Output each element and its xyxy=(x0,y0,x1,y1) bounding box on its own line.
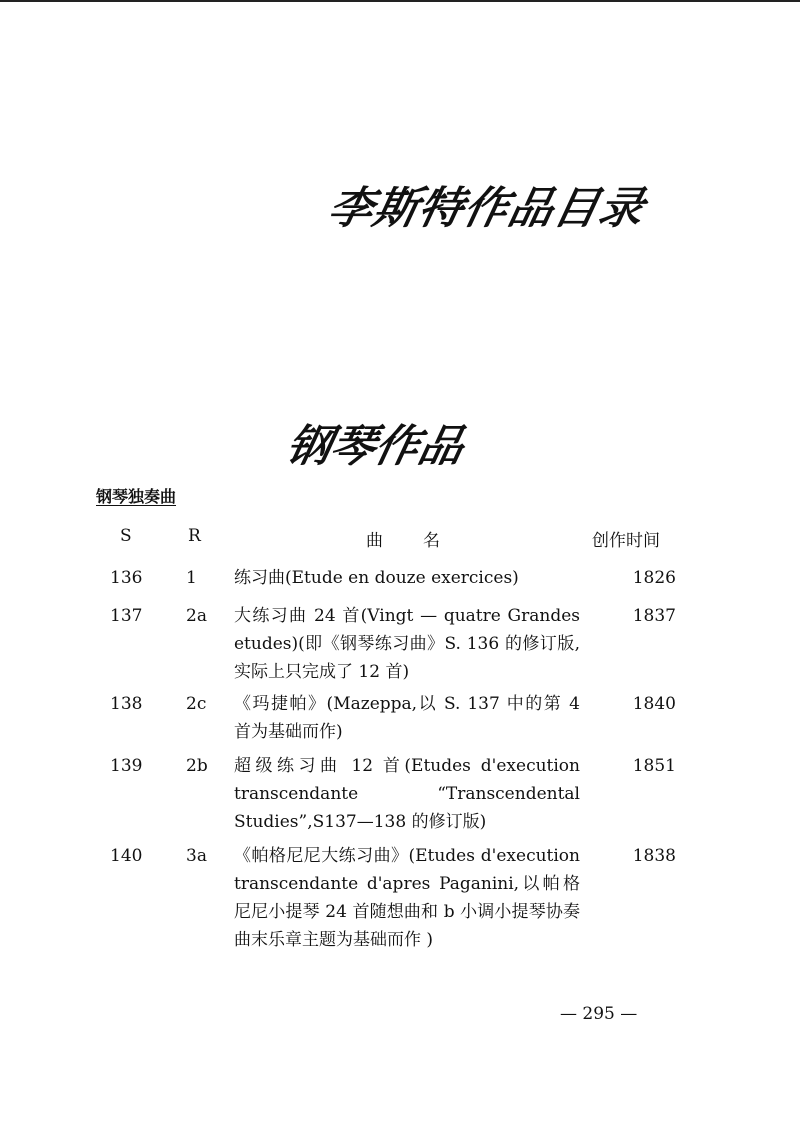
composition-year: 1838 xyxy=(632,846,676,866)
catalog-number-r: 2b xyxy=(186,756,208,776)
catalog-number-s: 137 xyxy=(110,606,143,626)
section-title: 钢琴作品 xyxy=(281,421,469,472)
column-header-s: S xyxy=(120,526,132,546)
composition-year: 1826 xyxy=(632,568,676,588)
catalog-number-r: 1 xyxy=(186,568,197,588)
sub-heading: 钢琴独奏曲 xyxy=(96,487,177,506)
catalog-number-s: 138 xyxy=(110,694,143,714)
top-border-line xyxy=(0,0,800,2)
catalog-number-s: 139 xyxy=(110,756,143,776)
page-number: — 295 — xyxy=(560,1004,638,1024)
work-title: 超级练习曲 12 首(Etudes d'execution transcendante “Transcendental Studies”,S137—138 的修订版) xyxy=(234,756,580,832)
catalog-number-r: 2c xyxy=(186,694,207,714)
work-title: 练习曲(Etude en douze exercices) xyxy=(234,568,519,588)
composition-year: 1837 xyxy=(632,606,676,626)
column-header-name: 曲名 xyxy=(366,531,480,551)
composition-year: 1851 xyxy=(632,756,676,776)
page-title: 李斯特作品目录 xyxy=(323,183,650,234)
catalog-number-s: 140 xyxy=(110,846,143,866)
work-title: 《玛捷帕》(Mazeppa,以 S. 137 中的第 4 首为基础而作) xyxy=(234,694,580,742)
catalog-number-r: 2a xyxy=(186,606,207,626)
catalog-number-s: 136 xyxy=(110,568,143,588)
column-header-r: R xyxy=(188,526,201,546)
composition-year: 1840 xyxy=(632,694,676,714)
catalog-number-r: 3a xyxy=(186,846,207,866)
work-title: 《帕格尼尼大练习曲》(Etudes d'execution transcendante d'apres Paganini,以帕格尼尼小提琴 24 首随想曲和 b 小调小提琴协奏曲末乐章主题为基础而作 ) xyxy=(234,846,580,950)
column-header-time: 创作时间 xyxy=(592,531,660,551)
work-title: 大练习曲 24 首(Vingt — quatre Grandes etudes)(即《钢琴练习曲》S. 136 的修订版,实际上只完成了 12 首) xyxy=(234,606,580,682)
